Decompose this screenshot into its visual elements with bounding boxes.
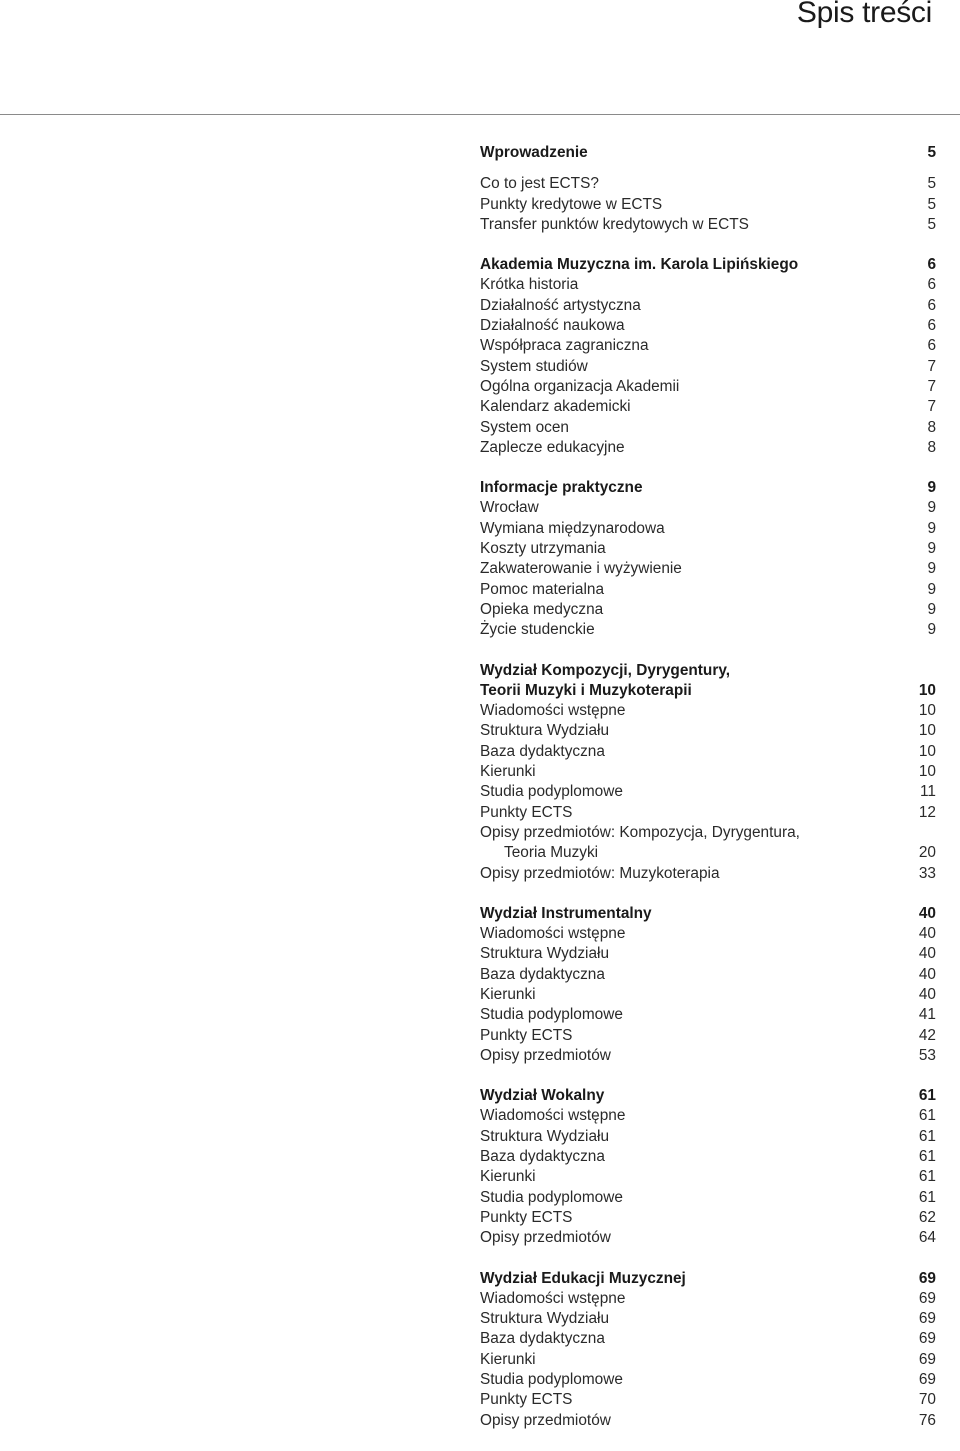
toc-section-heading[interactable] [480,1269,936,1289]
toc-entry-label: Struktura Wydziału [480,1310,610,1328]
toc-entry-label: Punkty ECTS [480,1208,573,1226]
toc-entry-label: Wymiana międzynarodowa [480,519,665,537]
toc-entry-label: Wiadomości wstępne [480,925,626,943]
toc-page-number: 5 [927,195,936,213]
toc-entry[interactable] [480,701,936,721]
toc-entry[interactable] [480,1005,936,1025]
toc-section-heading[interactable] [480,681,936,701]
toc-entry[interactable] [480,397,936,417]
toc-entry-label: Baza dydaktyczna [480,1330,605,1348]
toc-page-number: 7 [927,398,936,416]
toc-entry-label: System studiów [480,357,588,375]
toc-entry-label: Opisy przedmiotów [480,1229,611,1247]
toc-entry-label: Baza dydaktyczna [480,1148,605,1166]
toc-entry-label: Kalendarz akademicki [480,398,631,416]
toc-entry[interactable] [480,336,936,356]
toc-entry[interactable] [480,498,936,518]
toc-page-number: 69 [918,1289,936,1307]
toc-entry-label: Współpraca zagraniczna [480,337,649,355]
toc-entry-label: Kierunki [480,985,536,1003]
toc-page-number: 10 [918,742,936,760]
toc-entry[interactable] [480,985,936,1005]
toc-section-heading[interactable] [480,661,936,681]
toc-entry[interactable] [480,377,936,397]
toc-page-number: 6 [927,276,936,294]
toc-page-number: 6 [927,317,936,335]
toc-page-number: 5 [927,215,936,233]
toc-entry-label: Wprowadzenie [480,144,588,161]
toc-entry-label: Studia podyplomowe [480,783,623,801]
toc-entry-label: Teoria Muzyki [504,844,599,862]
toc-page-number: 61 [918,1127,936,1145]
toc-entry-label: Kierunki [480,1350,536,1368]
toc-entry-label: Akademia Muzyczna im. Karola Lipińskiego [480,256,799,274]
toc-page-number: 64 [918,1229,936,1247]
toc-entry-label: Wydział Edukacji Muzycznej [480,1269,686,1287]
toc-entry-label: Zaplecze edukacyjne [480,438,625,456]
toc-page-number: 6 [927,337,936,355]
toc-entry-label: Krótka historia [480,276,579,294]
toc-entry-label: Opisy przedmiotów: Kompozycja, Dyrygentura, [480,823,800,841]
toc-page-number: 33 [918,864,936,882]
toc-entry[interactable] [480,823,936,843]
toc-section [480,1269,936,1431]
toc-entry[interactable] [480,965,936,985]
toc-page-number: 62 [918,1208,936,1226]
toc-page-number: 69 [918,1310,936,1328]
toc-entry-label: Opisy przedmiotów [480,1046,611,1064]
toc-entry[interactable] [480,1370,936,1390]
toc-entry[interactable] [480,580,936,600]
toc-page-number: 6 [927,256,936,274]
toc-page-number: 42 [918,1026,936,1044]
toc-entry[interactable] [480,559,936,579]
toc-entry[interactable] [480,357,936,377]
toc-entry[interactable] [480,1390,936,1410]
toc-entry-label: Pomoc materialna [480,580,605,598]
toc-entry[interactable] [480,215,936,235]
toc-page-number: 61 [918,1107,936,1125]
toc-page-number: 12 [918,803,936,821]
toc-section [480,1086,936,1248]
toc-entry[interactable] [480,1106,936,1126]
toc-entry-label: Transfer punktów kredytowych w ECTS [480,215,749,233]
toc-page-number: 7 [927,357,936,375]
toc-entry-label: Wydział Wokalny [480,1087,605,1105]
toc-entry-label: Działalność artystyczna [480,296,641,314]
toc-entry[interactable] [480,1329,936,1349]
toc-entry-label: Ogólna organizacja Akademii [480,377,680,395]
toc-entry[interactable] [480,316,936,336]
toc-page-number: 20 [918,844,936,862]
toc-section-heading[interactable] [480,143,936,163]
toc-entry[interactable] [480,1147,936,1167]
toc-entry[interactable] [480,864,936,884]
toc-page-number: 11 [920,783,936,801]
toc-section-heading[interactable] [480,1086,936,1106]
toc-entry[interactable] [480,1350,936,1370]
toc-page-number: 40 [918,925,936,943]
toc-entry-label: Opieka medyczna [480,600,604,618]
toc-page-number: 8 [927,418,936,436]
toc-entry[interactable] [480,1167,936,1187]
toc-entry[interactable] [480,843,936,863]
toc-entry[interactable] [480,1411,936,1431]
toc-entry-label: Punkty ECTS [480,1026,573,1044]
toc-entry-label: Wiadomości wstępne [480,1289,626,1307]
toc-page-number: 5 [927,144,936,161]
toc-entry-label: Wydział Instrumentalny [480,904,652,922]
toc-page-number: 9 [927,540,936,558]
toc-page-number: 9 [927,499,936,517]
toc-entry[interactable] [480,782,936,802]
toc-entry[interactable] [480,600,936,620]
toc-page-number: 40 [918,985,936,1003]
toc-entry-label: Wiadomości wstępne [480,1107,626,1125]
toc-section [480,255,936,458]
toc-page-number: 10 [918,722,936,740]
toc-entry-label: Opisy przedmiotów [480,1411,611,1429]
toc-entry[interactable] [480,1188,936,1208]
toc-entry-label: Struktura Wydziału [480,1127,610,1145]
toc-entry[interactable] [480,944,936,964]
toc-entry[interactable] [480,1046,936,1066]
toc-page-number: 61 [918,1168,936,1186]
toc-entry-label: Opisy przedmiotów: Muzykoterapia [480,864,720,882]
toc-section [480,478,936,640]
toc-page-number: 10 [918,702,936,720]
toc-section-heading[interactable] [480,255,936,275]
toc-page-number: 9 [927,479,936,497]
toc-entry[interactable] [480,418,936,438]
toc-page-number: 10 [918,681,936,699]
toc-page-number: 70 [918,1391,936,1409]
toc-entry[interactable] [480,620,936,640]
toc-page-number: 6 [927,296,936,314]
toc-entry-label: Teorii Muzyki i Muzykoterapii [480,681,692,699]
toc-page-number: 69 [918,1350,936,1368]
toc-page-number: 69 [918,1269,936,1287]
toc-page-number: 40 [918,965,936,983]
toc-entry[interactable] [480,742,936,762]
toc-section-heading[interactable] [480,904,936,924]
toc-entry-label: Punkty ECTS [480,803,573,821]
spacer [480,163,936,174]
toc-entry-label: Co to jest ECTS? [480,175,599,193]
toc-entry[interactable] [480,803,936,823]
toc-section [480,661,936,884]
toc-entry-label: Kierunki [480,1168,536,1186]
toc-entry[interactable] [480,195,936,215]
toc-page-number: 5 [927,175,936,193]
toc-page-number: 40 [918,945,936,963]
table-of-contents [480,143,936,1451]
toc-entry[interactable] [480,1228,936,1248]
toc-page-number: 76 [918,1411,936,1429]
page-title: Spis treści [796,0,932,29]
toc-page-number: 10 [918,763,936,781]
header-divider [0,114,960,115]
toc-entry-label: Wrocław [480,499,539,517]
toc-entry-label: Wiadomości wstępne [480,702,626,720]
toc-entry-label: Punkty kredytowe w ECTS [480,195,663,213]
toc-entry[interactable] [480,275,936,295]
toc-page-number: 9 [927,600,936,618]
toc-entry-label: Punkty ECTS [480,1391,573,1409]
toc-entry-label: Zakwaterowanie i wyżywienie [480,560,682,578]
toc-entry[interactable] [480,296,936,316]
toc-entry[interactable] [480,1309,936,1329]
toc-entry-label: Studia podyplomowe [480,1371,623,1389]
toc-entry[interactable] [480,438,936,458]
toc-entry-label: Baza dydaktyczna [480,742,605,760]
toc-entry-label: Struktura Wydziału [480,722,610,740]
toc-page-number: 9 [927,519,936,537]
toc-entry-label: Życie studenckie [480,621,595,639]
toc-page-number: 8 [927,438,936,456]
toc-section [480,904,936,1066]
toc-page-number: 61 [918,1148,936,1166]
toc-entry-label: Studia podyplomowe [480,1188,623,1206]
toc-section [480,143,936,235]
toc-entry[interactable] [480,539,936,559]
toc-page-number: 69 [918,1330,936,1348]
toc-page-number: 9 [927,580,936,598]
toc-entry-label: Wydział Kompozycji, Dyrygentury, [480,661,731,679]
toc-entry-label: Struktura Wydziału [480,945,610,963]
toc-page-number: 9 [927,560,936,578]
toc-entry[interactable] [480,762,936,782]
toc-page-number: 69 [918,1371,936,1389]
toc-page-number: 53 [918,1046,936,1064]
toc-entry[interactable] [480,1026,936,1046]
toc-entry-label: Studia podyplomowe [480,1006,623,1024]
toc-entry-label: Informacje praktyczne [480,479,643,497]
toc-entry[interactable] [480,519,936,539]
toc-page-number: 41 [918,1006,936,1024]
toc-page-number: 9 [927,621,936,639]
toc-page-number: 40 [918,904,936,922]
toc-entry-label: System ocen [480,418,569,436]
toc-entry[interactable] [480,1289,936,1309]
toc-entry[interactable] [480,721,936,741]
toc-entry[interactable] [480,1127,936,1147]
toc-entry[interactable] [480,174,936,194]
toc-entry-label: Kierunki [480,763,536,781]
toc-entry[interactable] [480,1208,936,1228]
toc-entry-label: Baza dydaktyczna [480,965,605,983]
toc-page-number: 61 [918,1188,936,1206]
toc-entry-label: Działalność naukowa [480,317,625,335]
toc-section-heading[interactable] [480,478,936,498]
toc-entry-label: Koszty utrzymania [480,540,606,558]
toc-entry[interactable] [480,924,936,944]
toc-page-number: 7 [927,377,936,395]
toc-page-number: 61 [918,1087,936,1105]
